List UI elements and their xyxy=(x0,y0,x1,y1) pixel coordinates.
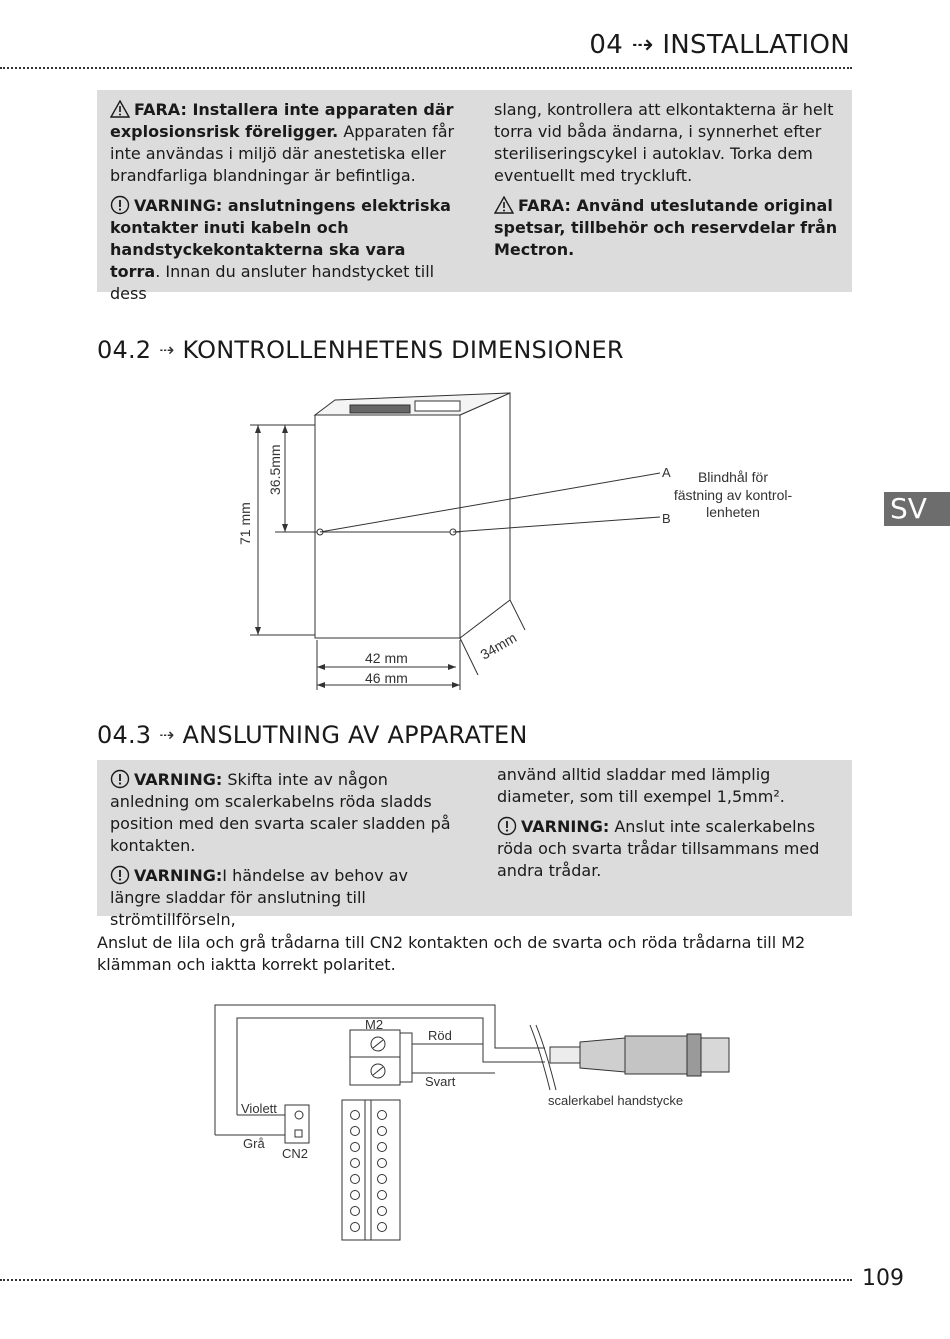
warning-box-right-column xyxy=(497,764,842,890)
warning-box-right-column xyxy=(494,99,839,269)
exclamation-circle-icon xyxy=(110,865,130,885)
warning-box-left-column xyxy=(110,99,455,313)
warning-text: använd alltid sladdar med lämplig diameter, som till exempel 1,5mm². xyxy=(497,765,785,806)
dotted-arrow-icon: ⇢ xyxy=(159,340,175,361)
label-m2: M2 xyxy=(365,1017,384,1032)
label-cn2: CN2 xyxy=(282,1146,309,1161)
dotted-arrow-icon: ⇢ xyxy=(159,725,175,746)
warning-text: slang, kontrollera att elkontakterna är helt torra vid båda ändarna, i synnerhet efter steriliseringscykel i autoklav. Torka dem eventuellt med tryckluft. xyxy=(494,100,834,185)
page-number: 109 xyxy=(862,1266,904,1291)
label-violett: Violett xyxy=(241,1101,277,1116)
warning-box-installation xyxy=(97,90,852,303)
dimensions-diagram xyxy=(220,385,820,695)
label-b: B xyxy=(662,511,671,526)
blind-hole-note-line2: fästning av kontrol- xyxy=(673,487,793,503)
warning-paragraph xyxy=(494,195,839,261)
label-svart: Svart xyxy=(425,1074,456,1089)
warning-paragraph xyxy=(494,99,839,187)
dimension-46mm: 46 mm xyxy=(365,670,408,686)
dimension-34mm: 34mm xyxy=(477,629,520,663)
label-gra: Grå xyxy=(243,1136,265,1151)
warning-triangle-icon xyxy=(110,99,130,119)
warning-paragraph xyxy=(497,764,842,808)
label-scaler-cable: scalerkabel handstycke xyxy=(548,1093,684,1108)
unit-front-face xyxy=(315,415,460,638)
unit-side-face xyxy=(460,393,510,638)
section-number: 04.2 xyxy=(97,336,152,364)
warning-text: . Innan du ansluter handstycket till dess xyxy=(110,262,435,303)
warning-paragraph xyxy=(110,99,455,187)
section-heading-dimensions xyxy=(97,336,624,364)
dimension-42mm: 42 mm xyxy=(365,650,408,666)
warning-text: Skifta inte av någon anledning om scalerkabelns röda sladds position med den svarta scaler sladden på kontakten. xyxy=(110,770,451,855)
warning-triangle-icon xyxy=(494,195,514,215)
header-divider xyxy=(0,67,852,69)
dimension-71mm: 71 mm xyxy=(237,502,253,545)
section-title: ANSLUTNING AV APPARATEN xyxy=(182,721,528,749)
warning-paragraph xyxy=(497,816,842,882)
label-rod: Röd xyxy=(428,1028,452,1043)
instruction-paragraph: Anslut de lila och grå trådarna till CN2 kontakten och de svarta och röda trådarna till M2 klämman och iaktta korrekt polaritet. xyxy=(97,933,806,974)
language-tab: SV xyxy=(884,492,950,526)
warning-box-connection xyxy=(97,760,852,929)
section-title: KONTROLLENHETENS DIMENSIONER xyxy=(182,336,624,364)
warning-text: Anslut inte scalerkabelns röda och svarta trådar tillsammans med andra trådar. xyxy=(497,817,820,880)
chapter-title: 04 ⇢ INSTALLATION xyxy=(589,30,850,60)
warning-label: FARA: Installera inte apparaten där explosionsrisk föreligger. xyxy=(110,100,454,141)
blind-hole-note-line1: Blindhål för xyxy=(697,469,769,485)
warning-paragraph xyxy=(110,769,460,857)
wiring-diagram xyxy=(205,1000,765,1245)
warning-label: VARNING: xyxy=(134,866,223,885)
warning-label: FARA: Använd uteslutande original spetsar, tillbehör och reservdelar från Mectron. xyxy=(494,196,838,259)
warning-label: VARNING: xyxy=(521,817,610,836)
section-heading-connection xyxy=(97,721,528,749)
warning-text: I händelse av behov av längre sladdar för anslutning till strömtillförseln, xyxy=(110,866,408,929)
footer-divider xyxy=(0,1279,852,1281)
section-number: 04.3 xyxy=(97,721,152,749)
exclamation-circle-icon xyxy=(497,816,517,836)
blind-hole-note-line3: lenheten xyxy=(706,504,760,520)
exclamation-circle-icon xyxy=(110,195,130,215)
exclamation-circle-icon xyxy=(110,769,130,789)
warning-paragraph xyxy=(110,865,460,931)
warning-label: VARNING: xyxy=(134,770,223,789)
warning-label: VARNING: anslutningens elektriska kontakter inuti kabeln och handstyckekontakterna ska vara torra xyxy=(110,196,451,281)
warning-paragraph xyxy=(110,195,455,305)
label-a: A xyxy=(662,465,671,480)
warning-text: Apparaten får inte användas i miljö där anestetiska eller brandfarliga blandningar är befintliga. xyxy=(110,122,455,185)
dimension-36-5mm: 36.5mm xyxy=(267,444,283,495)
warning-box-left-column xyxy=(110,769,460,939)
